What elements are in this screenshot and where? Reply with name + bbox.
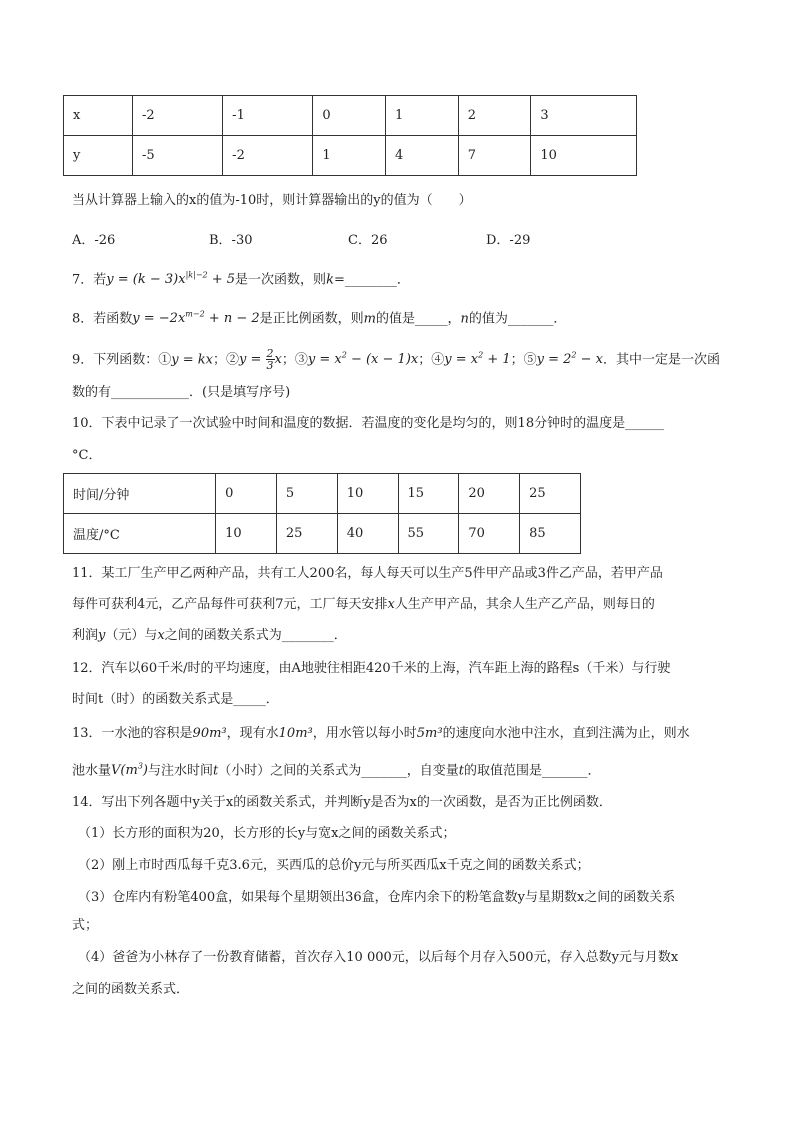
q13-line2-a: 池水量 xyxy=(72,763,112,779)
table-cell: 85 xyxy=(520,514,581,554)
question-14-part-1: （1）长方形的面积为20，长方形的长y与宽x之间的函数关系式； xyxy=(78,826,456,841)
q13-line2-b: 与注水时间 xyxy=(147,763,213,779)
question-12-line-2: 时间t（时）的函数关系式是_____． xyxy=(72,692,279,707)
question-9-line-2: 数的有____________．(只是填写序号) xyxy=(72,385,291,400)
q8-var-n: n xyxy=(460,311,469,327)
table-row xyxy=(64,474,581,514)
q13-var-v: $V(m^3)$ xyxy=(111,762,148,779)
q11-line3-b: （元）与 xyxy=(105,628,158,643)
question-14-part-4-line-1: （4）爸爸为小林存了一份教育储蓄，首次存入10 000元，以后每个月存入500元，存入总数y元与月数x xyxy=(78,950,679,965)
q11-line2-b: 人生产甲产品，其余人生产乙产品，则每日的 xyxy=(394,597,655,612)
q8-prefix: 8．若函数 xyxy=(72,311,133,327)
table-cell: 2 xyxy=(458,96,531,136)
q9-formula-3: $y = x^2 - (x - 1)x$ xyxy=(307,351,419,368)
table-cell: 10 xyxy=(337,474,398,514)
table-cell: 20 xyxy=(459,474,520,514)
q13-line1-c: ，用水管以每小时 xyxy=(312,726,417,741)
q13-current-water: 10m³ xyxy=(278,726,313,741)
q7-formula: $y = (k - 3)x^{|k|-2} + 5$ xyxy=(106,271,236,288)
q13-line2-d: 的取值范围是_______． xyxy=(463,763,601,779)
question-14-part-2: （2）刚上市时西瓜每千克3.6元，买西瓜的总价y元与所买西瓜x千克之间的函数关系式； xyxy=(78,858,590,873)
table-cell: 7 xyxy=(458,136,531,176)
table-cell: 10 xyxy=(216,514,277,554)
table-row xyxy=(64,96,637,136)
table-cell: 5 xyxy=(276,474,337,514)
q9-prefix: 9．下列函数：① xyxy=(72,352,172,368)
table-cell: 0 xyxy=(313,96,386,136)
table-cell: 40 xyxy=(337,514,398,554)
q6-option-b: B．-30 xyxy=(209,233,253,248)
question-8 xyxy=(72,305,566,329)
q6-option-d: D．-29 xyxy=(486,233,531,248)
table-cell: 4 xyxy=(386,136,459,176)
q13-line1-a: 13．一水池的容积是 xyxy=(72,726,193,741)
q6-stem: 当从计算器上输入的x的值为-10时，则计算器输出的y的值为（ ） xyxy=(72,193,472,208)
table-cell: 1 xyxy=(313,136,386,176)
question-11-line-1: 11．某工厂生产甲乙两种产品，共有工人200名，每人每天可以生产5件甲产品或3件乙产品，若甲产品 xyxy=(72,566,663,581)
q7-prefix: 7．若 xyxy=(72,272,107,288)
q13-line1-b: ，现有水 xyxy=(226,726,279,741)
q11-line2-a: 每件可获利4元，乙产品每件可获利7元，工厂每天安排 xyxy=(72,597,388,612)
q8-formula: $y = -2x^{m-2} + n - 2$ xyxy=(132,310,260,327)
q6-option-a: A．-26 xyxy=(72,233,116,248)
table-cell: 25 xyxy=(520,474,581,514)
q11-var-x2: x xyxy=(157,628,165,643)
q9-formula-5: $y = 2^2 - x$ xyxy=(536,351,604,368)
table-cell: -1 xyxy=(223,96,313,136)
time-temperature-table xyxy=(63,473,581,554)
table-cell: 0 xyxy=(216,474,277,514)
table-cell: 3 xyxy=(531,96,637,136)
table-cell: y xyxy=(64,136,133,176)
table-cell: -5 xyxy=(133,136,223,176)
q13-line2-c: （小时）之间的关系式为_______，自变量 xyxy=(218,763,459,779)
table-cell: 温度/°C xyxy=(64,514,216,554)
q6-option-c: C．26 xyxy=(348,233,388,248)
question-14-part-3-line-1: （3）仓库内有粉笔400盒，如果每个星期领出36盒，仓库内余下的粉笔盒数y与星期数x之间的函数关系 xyxy=(78,890,676,905)
q8-part-b: 的值为_______． xyxy=(468,311,567,327)
table-cell: 55 xyxy=(398,514,459,554)
table-cell: 10 xyxy=(531,136,637,176)
question-7 xyxy=(72,266,410,290)
question-14-part-4-line-2: 之间的函数关系式． xyxy=(72,982,190,997)
q11-var-x: x xyxy=(387,597,395,612)
xy-value-table xyxy=(63,95,637,176)
question-10-line-2: °C． xyxy=(72,448,102,463)
q7-middle: 是一次函数，则 xyxy=(235,272,327,288)
question-10-line-1: 10．下表中记录了一次试验中时间和温度的数据．若温度的变化是均匀的，则18分钟时的温度是______ xyxy=(72,416,665,431)
q13-line1-d: 的速度向水池中注水，直到注满为止，则水 xyxy=(442,726,690,741)
q11-var-y: y xyxy=(98,628,106,643)
table-cell: 70 xyxy=(459,514,520,554)
q9-formula-2: y = $\frac{2}{3}$ x xyxy=(239,347,282,373)
table-cell: 25 xyxy=(276,514,337,554)
table-cell: 15 xyxy=(398,474,459,514)
q11-line3-a: 利润 xyxy=(72,628,99,643)
question-14-title: 14．写出下列各题中y关于x的函数关系式，并判断y是否为x的一次函数，是否为正比例函数． xyxy=(72,795,612,810)
q8-part-a: 的值是_____， xyxy=(375,311,461,327)
question-13-line-2 xyxy=(72,757,601,781)
table-cell: -2 xyxy=(133,96,223,136)
table-cell: -2 xyxy=(223,136,313,176)
table-row xyxy=(64,136,637,176)
q8-middle: 是正比例函数，则 xyxy=(259,311,364,327)
q13-rate: 5m³ xyxy=(416,726,443,741)
q8-var-m: m xyxy=(363,311,376,327)
q7-tail: =________． xyxy=(333,272,410,288)
q9-line1-tail: ．其中一定是一次函 xyxy=(603,352,721,368)
q13-var-t: t xyxy=(213,763,219,779)
table-cell: 1 xyxy=(386,96,459,136)
table-cell: 时间/分钟 xyxy=(64,474,216,514)
q13-var-t2: t xyxy=(458,763,464,779)
question-14-part-3-line-2: 式； xyxy=(72,918,99,933)
question-12-line-1: 12．汽车以60千米/时的平均速度，由A地驶往相距420千米的上海，汽车距上海的路程s（千米）与行驶 xyxy=(72,661,671,676)
q11-line3-c: 之间的函数关系式为________． xyxy=(164,628,347,643)
q9-formula-4: $y = x^2 + 1$ xyxy=(444,351,511,368)
q13-capacity: 90m³ xyxy=(192,726,227,741)
q9-formula-1: y = kx xyxy=(171,352,213,368)
question-13-line-1 xyxy=(72,724,690,744)
question-9-line-1: 9．下列函数：①y = kx；②y = $\frac{2}{3}$ x；③y = $x^2 - (x - 1)x$；④y = $x^2 + 1$；⑤y = $2^2 - x$．其中一定是一次函 xyxy=(72,347,721,373)
q7-var-k: k xyxy=(326,272,334,288)
question-11-line-2 xyxy=(72,595,655,615)
table-row xyxy=(64,514,581,554)
question-11-line-3 xyxy=(72,626,347,646)
table-cell: x xyxy=(64,96,133,136)
